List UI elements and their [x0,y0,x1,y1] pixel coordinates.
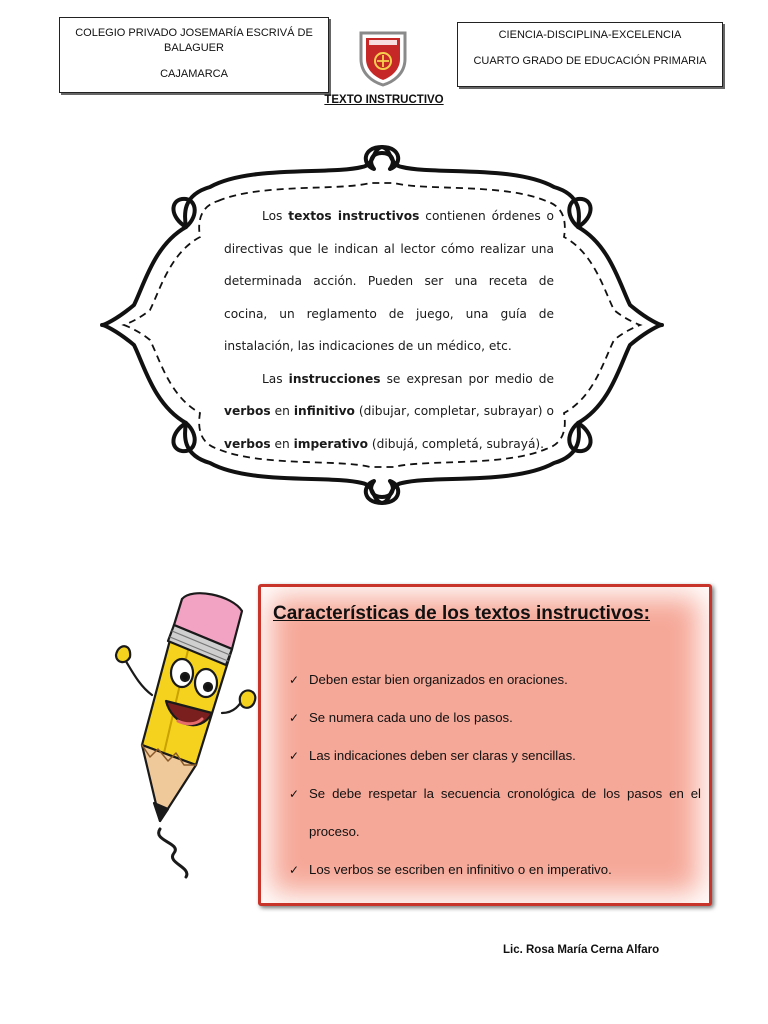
list-item: ✓ Los verbos se escriben en infinitivo o en imperativo. [289,851,701,889]
list-item: ✓ Se numera cada uno de los pasos. [289,699,701,737]
motto-box [457,22,723,87]
list-item: ✓ Deben estar bien organizados en oraciones. [289,661,701,699]
keyword-verbos: verbos [224,404,271,418]
check-icon: ✓ [289,787,300,801]
check-icon: ✓ [289,749,300,763]
pencil-mascot-icon [112,585,260,885]
keyword-infinitivo: infinitivo [293,404,355,418]
characteristics-card [258,584,712,906]
school-crest-icon [357,29,409,87]
keyword-imperativo: imperativo [293,436,368,451]
check-icon: ✓ [289,711,300,725]
definition-text [224,200,554,460]
keyword-verbos-2: verbos [224,436,271,451]
grade-level: CUARTO GRADO DE EDUCACIÓN PRIMARIA [473,55,707,67]
school-name-box [59,17,329,93]
list-item: ✓ Las indicaciones deben ser claras y sencillas. [289,737,701,775]
definition-paragraph-1: Los textos instructivos contienen órdenes o directivas que le indican al lector cómo realizar una determinada acción. Pueden ser una receta de cocina, un reglamento de juego, una guía de instalación, las indicaciones de un médico, etc. [224,209,555,353]
check-icon: ✓ [289,863,300,877]
check-icon: ✓ [289,673,300,687]
characteristics-list [289,661,701,889]
page-title: TEXTO INSTRUCTIVO [324,94,444,106]
keyword-textos-instructivos: textos instructivos [288,209,420,223]
definition-paragraph-2: Las instrucciones se expresan por medio de verbos en infinitivo (dibujar, completar, subrayar) o verbos en imperativo (dibujá, completá, subrayá). [224,371,555,451]
author-signature: Lic. Rosa María Cerna Alfaro [503,944,660,956]
school-motto: CIENCIA-DISCIPLINA-EXCELENCIA [498,29,682,41]
school-city: CAJAMARCA [160,68,228,80]
characteristics-title: Características de los textos instructivos: [273,603,650,624]
school-name: COLEGIO PRIVADO JOSEMARÍA ESCRIVÁ DE BALAGUER [75,27,313,54]
list-item: ✓ Se debe respetar la secuencia cronológica de los pasos en el proceso. [289,775,701,851]
keyword-instrucciones: instrucciones [288,371,381,386]
